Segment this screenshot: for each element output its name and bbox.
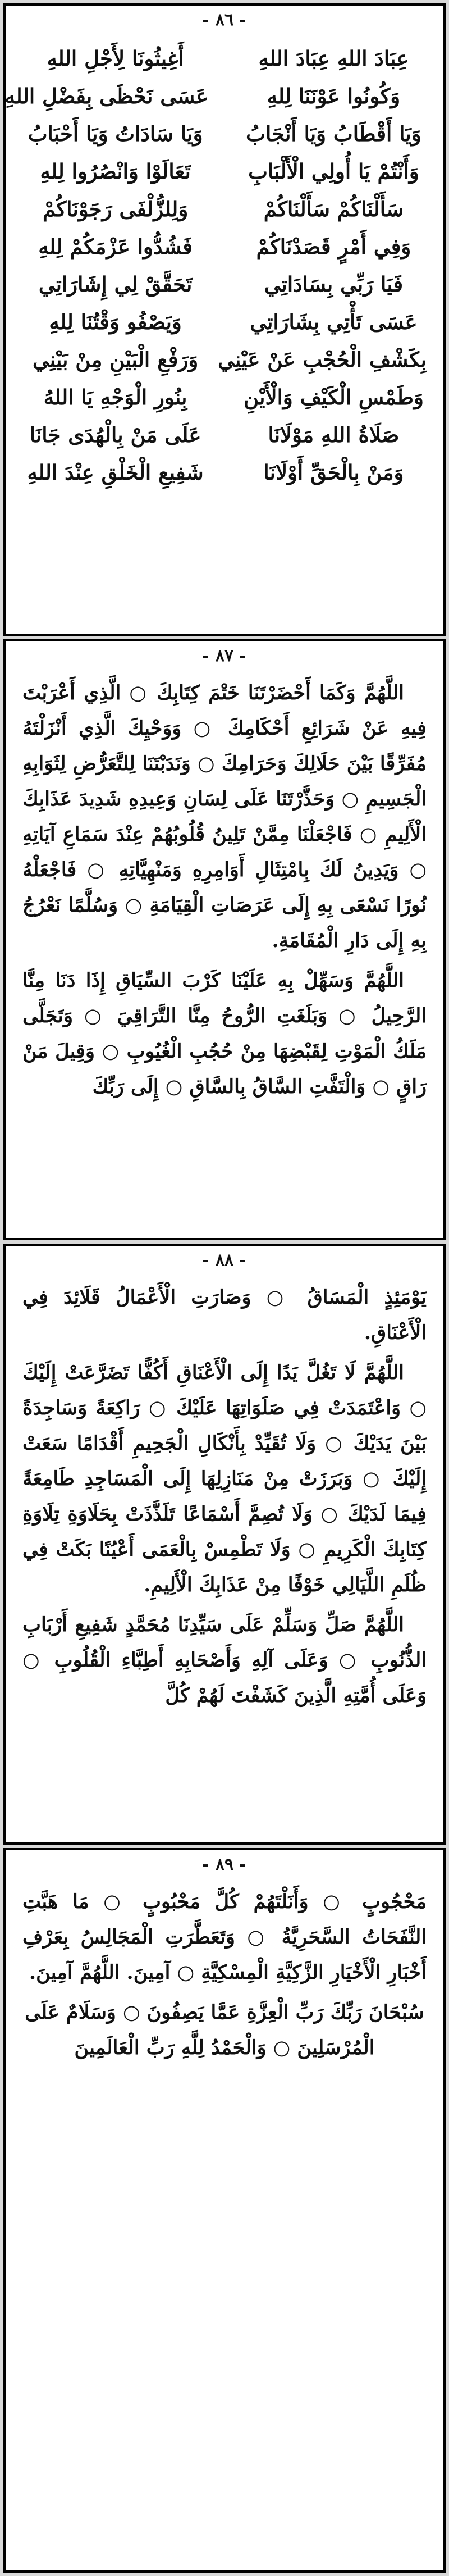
verse-second-hemistich: وَيَا سَادَاتُ وَيَا أَحْبَابُ	[28, 121, 203, 146]
supplication-paragraph: يَوْمَئِذٍ الْمَسَاقُ ○ وَصَارَتِ الْأَعْمَالُ قَلَائِدَ فِي الْأَعْنَاقِ.	[22, 1286, 427, 1344]
verse-line	[22, 265, 427, 303]
page-number: - ٨٩ -	[6, 1854, 443, 1876]
prose-block	[6, 1876, 443, 2065]
page-number: - ٨٧ -	[6, 645, 443, 667]
supplication-paragraph: اللَّهُمَّ صَلِّ وَسَلِّمْ عَلَى سَيِّدِنَا مُحَمَّدٍ شَفِيعِ أَرْبَابِ الذُّنُوبِ ○ وَعَلَى آلِهِ وَأَصْحَابِهِ أَطِبَّاءِ الْقُلُوبِ ○ وَعَلَى أُمَّتِهِ الَّذِينَ كَشَفْتَ لَهُمْ كُلَّ	[22, 1613, 427, 1707]
verse-second-hemistich: تَعَالَوْا وَانْصُرُوا لِلهِ	[40, 158, 191, 184]
prose-block	[6, 667, 443, 1104]
supplication-paragraph: اللَّهُمَّ لَا تَغُلَّ يَدًا إِلَى الْأَعْنَاقِ أَكُفًّا تَضَرَّعَتْ إِلَيْكَ ○ وَاعْتَمَدَتْ فِي صَلَوَاتِهَا عَلَيْكَ ○ رَاكِعَةً وَسَاجِدَةً بَيْنَ يَدَيْكَ ○ وَلَا تُقَيِّدْ بِأَنْكَالِ الْجَحِيمِ أَقْدَامًا سَعَتْ إِلَيْكَ ○ وَبَرَزَتْ مِنْ مَنَازِلِهَا إِلَى الْمَسَاجِدِ طَامِعَةً فِيمَا لَدَيْكَ ○ وَلَا تُصِمَّ أَسْمَاعًا تَلَذَّذَتْ بِحَلَاوَةِ تِلَاوَةِ كِتَابِكَ الْكَرِيمِ ○ وَلَا تَطْمِسْ بِالْعَمَى أَعْيُنًا بَكَتْ فِي ظُلَمِ اللَّيَالِي خَوْفًا مِنْ عَذَابِكَ الْأَلِيمِ.	[22, 1361, 427, 1596]
verse-first-hemistich: وَكُونُوا عَوْنَنَا لِلهِ	[267, 83, 401, 108]
supplication-paragraph: اللَّهُمَّ وَسَهِّلْ بِهِ عَلَيْنَا كَرْبَ السِّيَاقِ إِذَا دَنَا مِنَّا الرَّحِيلُ ○ وَبَلَغَتِ الرُّوحُ مِنَّا التَّرَاقِيَ ○ وَتَجَلَّى مَلَكُ الْمَوْتِ لِقَبْضِهَا مِنْ حُجُبِ الْغُيُوبِ ○ وَقِيلَ مَنْ رَاقٍ ○ وَالْتَفَّتِ السَّاقُ بِالسَّاقِ ○ إِلَى رَبِّكَ	[22, 969, 427, 1098]
verse-line	[22, 39, 427, 77]
verse-line	[22, 190, 427, 227]
prose-block	[6, 1272, 443, 1713]
verse-first-hemistich: فَيَا رَبِّي بِسَادَاتِي	[264, 271, 404, 297]
verse-line	[22, 453, 427, 491]
verse-line	[22, 152, 427, 190]
verse-line	[22, 416, 427, 453]
poem-block	[6, 31, 443, 491]
verse-first-hemistich: صَلَاةُ اللهِ مَوْلَانَا	[268, 422, 400, 447]
verse-first-hemistich: وَأَنْتُمْ يَا أُولِي الْأَلْبَابِ	[248, 158, 419, 184]
supplication-paragraph: مَحْجُوبٍ ○ وَأَنَلْتَهُمْ كُلَّ مَحْبُوبٍ ○ مَا هَبَّتِ النَّفَحَاتُ السَّحَرِيَّةُ ○ وَتَعَطَّرَتِ الْمَجَالِسُ بِعَرْفِ أَخْبَارِ الْأَخْيَارِ الزَّكِيَّةِ الْمِسْكِيَّةِ ○ آمِينَ. اللَّهُمَّ آمِينَ.	[22, 1890, 427, 1984]
page-number-value: ٨٨	[215, 1250, 234, 1270]
verse-line	[22, 115, 427, 152]
page-86	[3, 3, 446, 636]
page-number: - ٨٦ -	[6, 9, 443, 31]
page-number-value: ٨٧	[215, 646, 234, 666]
verse-first-hemistich: وَفِي أَمْرٍ قَصَدْنَاكُمْ	[256, 234, 411, 259]
verse-second-hemistich: وَلِلزُّلْفَى رَجَوْنَاكُمْ	[43, 196, 189, 221]
page-87	[3, 639, 446, 1240]
verse-second-hemistich: فَشُدُّوا عَزْمَكُمْ لِلهِ	[38, 234, 193, 259]
page-number-value: ٨٩	[215, 1855, 234, 1874]
page-89	[3, 1848, 446, 2573]
verse-second-hemistich: تَحَقَّقْ لِي إِشَارَاتِي	[38, 271, 193, 297]
verse-line	[22, 378, 427, 416]
verse-first-hemistich: عِبَادَ اللهِ عِبَادَ اللهِ	[258, 45, 409, 71]
verse-line	[22, 340, 427, 378]
supplication-paragraph: اللَّهُمَّ وَكَمَا أَحْضَرْتَنَا خَتْمَ كِتَابِكَ ○ الَّذِي أَعْرَبْتَ فِيهِ عَنْ شَرَائِعِ أَحْكَامِكَ ○ وَوَحْيِكَ الَّذِي أَنْزَلْتَهُ مُفَرِّقًا بَيْنَ حَلَالِكَ وَحَرَامِكَ ○ وَنَدَبْتَنَا لِلتَّعَرُّضِ لِثَوَابِهِ الْجَسِيمِ ○ وَحَذَّرْتَنَا عَلَى لِسَانِ وَعِيدِهِ شَدِيدَ عَذَابِكَ الْأَلِيمِ ○ فَاجْعَلْنَا مِمَّنْ تَلِينُ قُلُوبُهُمْ عِنْدَ سَمَاعِ آيَاتِهِ ○ وَيَدِينُ لَكَ بِامْتِثَالِ أَوَامِرِهِ وَمَنْهِيَّاتِهِ ○ فَاجْعَلْهُ نُورًا نَسْعَى بِهِ إِلَى عَرَصَاتِ الْقِيَامَةِ ○ وَسُلَّمًا نَعْرُجُ بِهِ إِلَى دَارِ الْمُقَامَةِ.	[22, 681, 427, 952]
page-88	[3, 1244, 446, 1845]
verse-second-hemistich: أَغِيثُونَا لِأَجْلِ اللهِ	[47, 45, 184, 71]
verse-second-hemistich: وَيَصْفُو وَقْتُنَا لِلهِ	[49, 309, 182, 334]
verse-first-hemistich: سَأَلْنَاكُمْ سَأَلْنَاكُمْ	[263, 196, 404, 221]
verse-first-hemistich: وَطَمْسِ الْكَيْفِ وَالْأَيْنِ	[244, 384, 424, 409]
verse-line	[22, 303, 427, 340]
page-number-value: ٨٦	[215, 10, 234, 30]
verse-first-hemistich: بِكَشْفِ الْحُجْبِ عَنْ عَيْنِي	[218, 347, 427, 372]
verse-second-hemistich: عَسَى نَحْظَى بِفَضْلِ اللهِ	[4, 83, 209, 108]
verse-line	[4, 77, 427, 115]
verse-first-hemistich: وَيَا أَقْطَابُ وَيَا أَنْجَابُ	[246, 121, 421, 146]
verse-second-hemistich: شَفِيعِ الْخَلْقِ عِنْدَ اللهِ	[27, 459, 204, 485]
verse-second-hemistich: وَرَفْعِ الْبَيْنِ مِنْ بَيْنِي	[32, 347, 199, 372]
verse-line	[22, 227, 427, 265]
closing-paragraph: سُبْحَانَ رَبِّكَ رَبِّ الْعِزَّةِ عَمَّا يَصِفُونَ ○ وَسَلَامٌ عَلَى الْمُرْسَلِينَ ○ وَالْحَمْدُ لِلَّهِ رَبِّ الْعَالَمِينَ	[25, 2001, 424, 2059]
verse-first-hemistich: عَسَى تَأْتِي بِشَارَاتِي	[250, 309, 418, 334]
verse-second-hemistich: عَلَى مَنْ بِالْهُدَى جَانَا	[29, 422, 201, 447]
verse-second-hemistich: بِنُورِ الْوَجْهِ يَا اللهُ	[43, 384, 187, 409]
verse-first-hemistich: وَمَنْ بِالْحَقِّ أَوْلَانَا	[263, 459, 404, 485]
page-number: - ٨٨ -	[6, 1249, 443, 1272]
